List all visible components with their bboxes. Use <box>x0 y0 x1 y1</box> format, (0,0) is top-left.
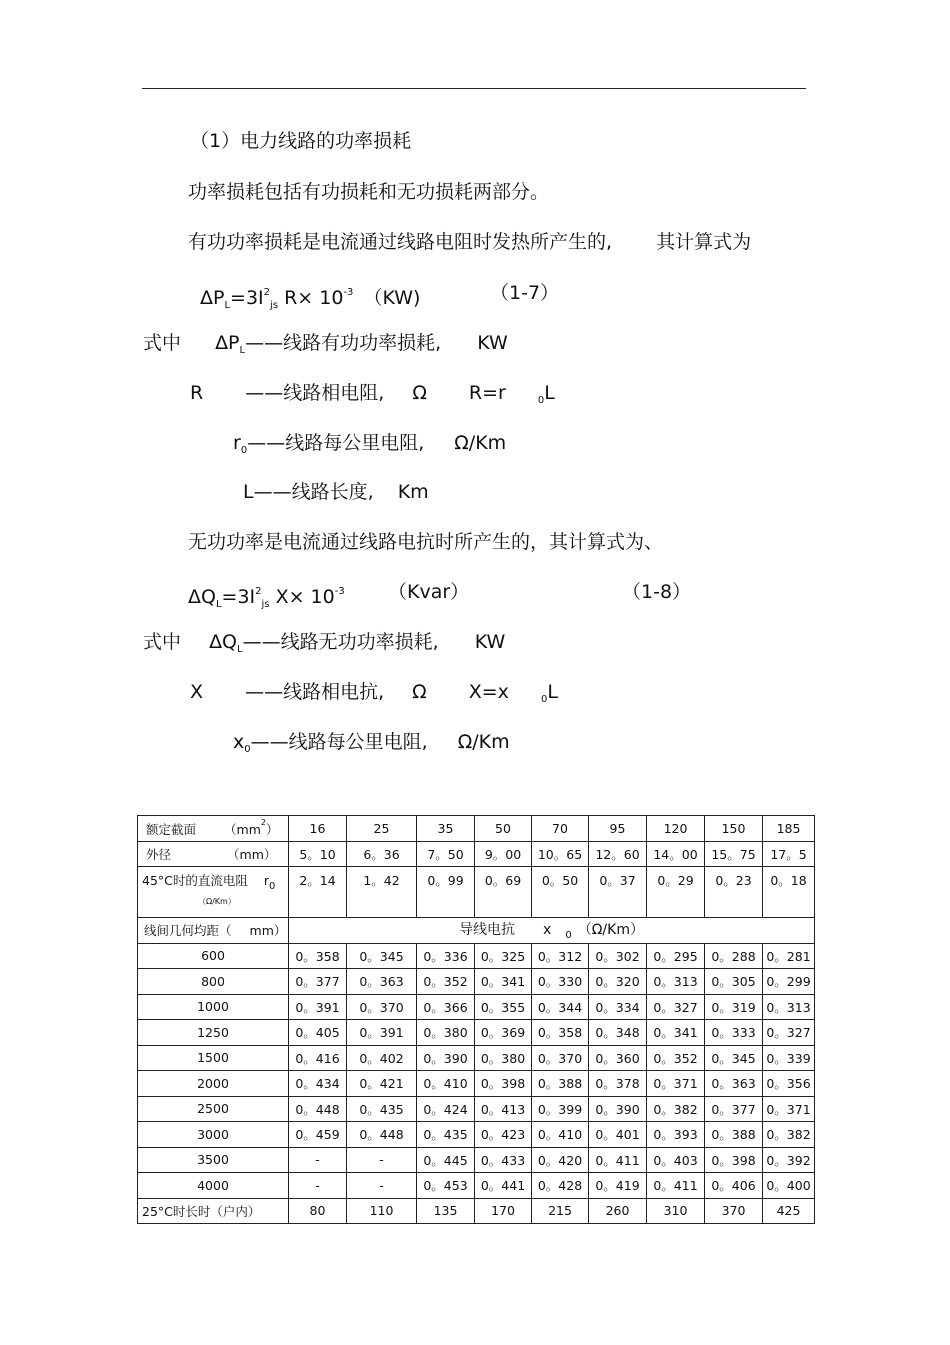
table-cell: 0。382 <box>763 1122 815 1148</box>
table-cell: 110 <box>347 1198 417 1224</box>
table-cell: 170 <box>475 1198 532 1224</box>
table-cell: 0。358 <box>289 943 347 969</box>
reactance-span-header <box>289 918 815 944</box>
table-cell: 0。319 <box>705 994 763 1020</box>
table-cell: 17。5 <box>763 841 815 867</box>
label-unit-superscript: 2 <box>260 818 266 828</box>
definition-subscript: 0 <box>240 445 248 456</box>
table-cell: 0。341 <box>647 1020 705 1046</box>
table-cell: 0。325 <box>475 943 532 969</box>
table-row <box>138 1071 815 1097</box>
table-cell: 0。428 <box>532 1173 589 1199</box>
formula-unit: （Kvar） <box>388 581 470 603</box>
definition-text: ——线路每公里电阻, <box>250 731 428 753</box>
table-cell: 15。75 <box>705 841 763 867</box>
label-symbol: r <box>263 873 270 888</box>
label-unit: （Ω/Km） <box>198 897 236 906</box>
table-cell: - <box>347 1147 417 1173</box>
table-cell: 0。330 <box>532 969 589 995</box>
table-cell: 0。363 <box>347 969 417 995</box>
table-row <box>138 969 815 995</box>
table-cell: 0。29 <box>647 867 705 918</box>
table-cell: 70 <box>532 816 589 842</box>
table-cell: 0。393 <box>647 1122 705 1148</box>
formula-1-7 <box>200 281 560 318</box>
table-cell: 0。288 <box>705 943 763 969</box>
table-cell: 0。305 <box>705 969 763 995</box>
spacing-cell: 2500 <box>138 1096 289 1122</box>
table-cell: 0。366 <box>417 994 475 1020</box>
table-row <box>138 943 815 969</box>
table-cell: 0。398 <box>705 1147 763 1173</box>
table-cell: 0。299 <box>763 969 815 995</box>
table-cell: 0。341 <box>475 969 532 995</box>
table-cell: 0。445 <box>417 1147 475 1173</box>
formula-subscript: L <box>215 599 222 610</box>
definition-unit: Ω <box>412 681 427 703</box>
table-cell: 0。377 <box>289 969 347 995</box>
table-cell: 135 <box>417 1198 475 1224</box>
table-cell: 7。50 <box>417 841 475 867</box>
definition-symbol: ΔP <box>215 332 240 354</box>
row-dc-resistance <box>138 867 815 918</box>
table-cell: 0。37 <box>589 867 647 918</box>
table-cell: 0。345 <box>347 943 417 969</box>
table-cell: 0。377 <box>705 1096 763 1122</box>
row-label <box>138 816 289 842</box>
paragraph-reactive-loss: 无功功率是电流通过线路电抗时所产生的，其计算式为、 <box>188 531 664 553</box>
table-cell: 50 <box>475 816 532 842</box>
table-cell: 0。352 <box>647 1045 705 1071</box>
table-cell: 0。420 <box>532 1147 589 1173</box>
table-cell: 0。405 <box>289 1020 347 1046</box>
table-cell: 0。448 <box>347 1122 417 1148</box>
paragraph-intro: 功率损耗包括有功损耗和无功损耗两部分。 <box>188 181 550 203</box>
formula-text: R× 10 <box>278 287 344 309</box>
spacing-cell: 1000 <box>138 994 289 1020</box>
formula-1-8 <box>188 580 692 617</box>
spacing-cell: 600 <box>138 943 289 969</box>
table-cell: 0。378 <box>589 1071 647 1097</box>
label-unit: mm） <box>249 923 287 939</box>
formula-text: =3I <box>221 586 256 608</box>
definition-symbol: x <box>233 731 245 753</box>
table-cell: 0。23 <box>705 867 763 918</box>
formula-superscript: 2 <box>255 586 262 597</box>
row-spacing-header <box>138 918 815 944</box>
table-cell: 35 <box>417 816 475 842</box>
table-row <box>138 1122 815 1148</box>
table-cell: 0。421 <box>347 1071 417 1097</box>
table-cell: 0。435 <box>417 1122 475 1148</box>
definition-subscript: 0 <box>537 395 545 406</box>
formula-subscript: js <box>261 599 270 610</box>
row-carrying-capacity <box>138 1198 815 1224</box>
label-unit: （mm <box>224 822 261 838</box>
row-outer-diameter <box>138 841 815 867</box>
table-cell: 0。382 <box>647 1096 705 1122</box>
conductor-parameter-table <box>137 815 815 1224</box>
table-cell: 0。459 <box>289 1122 347 1148</box>
table-cell: 95 <box>589 816 647 842</box>
table-cell: - <box>289 1147 347 1173</box>
definition-lead: 式中 <box>143 631 182 653</box>
table-cell: 120 <box>647 816 705 842</box>
label-text: 45°C时的直流电阻 <box>142 873 248 888</box>
formula-text: =3I <box>230 287 264 309</box>
table-cell: 2。14 <box>289 867 347 918</box>
definition-delta-ql <box>143 630 505 662</box>
definition-x0 <box>233 730 510 762</box>
table-cell: 0。448 <box>289 1096 347 1122</box>
table-cell: 25 <box>347 816 417 842</box>
table-cell: 0。339 <box>763 1045 815 1071</box>
table-cell: 0。424 <box>417 1096 475 1122</box>
label-subscript: 0 <box>269 881 276 892</box>
table-cell: 260 <box>589 1198 647 1224</box>
table-cell: 0。413 <box>475 1096 532 1122</box>
table-cell: 425 <box>763 1198 815 1224</box>
table-cell: 0。313 <box>763 994 815 1020</box>
row-label <box>138 841 289 867</box>
table-cell: 0。392 <box>763 1147 815 1173</box>
table-cell: 0。352 <box>417 969 475 995</box>
table-cell: 0。380 <box>417 1020 475 1046</box>
definition-unit: KW <box>474 631 506 653</box>
definition-x <box>190 680 558 712</box>
table-cell: 0。344 <box>532 994 589 1020</box>
table-cell: 0。360 <box>589 1045 647 1071</box>
table-cell: 0。401 <box>589 1122 647 1148</box>
definition-r0 <box>233 431 506 463</box>
table-cell: 0。371 <box>647 1071 705 1097</box>
definition-symbol: X <box>190 681 204 703</box>
table-cell: 0。327 <box>647 994 705 1020</box>
spacing-cell: 2000 <box>138 1071 289 1097</box>
formula-symbol: ΔP <box>200 287 225 309</box>
table-cell: 0。370 <box>347 994 417 1020</box>
table-cell: 0。371 <box>763 1096 815 1122</box>
table-cell: 0。399 <box>532 1096 589 1122</box>
table-cell: 0。380 <box>475 1045 532 1071</box>
table-cell: 310 <box>647 1198 705 1224</box>
row-rated-section <box>138 816 815 842</box>
table-cell: 0。390 <box>417 1045 475 1071</box>
definition-unit: Ω/Km <box>454 432 507 454</box>
table-cell: 0。18 <box>763 867 815 918</box>
table-cell: 0。50 <box>532 867 589 918</box>
table-cell: 0。336 <box>417 943 475 969</box>
table-cell: 0。99 <box>417 867 475 918</box>
table-cell: 1。42 <box>347 867 417 918</box>
table-cell: 215 <box>532 1198 589 1224</box>
table-cell: - <box>347 1173 417 1199</box>
table-row <box>138 1147 815 1173</box>
formula-superscript: 2 <box>263 287 271 298</box>
table-cell: 0。416 <box>289 1045 347 1071</box>
table-cell: 5。10 <box>289 841 347 867</box>
table-cell: 0。313 <box>647 969 705 995</box>
definition-unit: KW <box>477 332 508 354</box>
spacing-cell: 800 <box>138 969 289 995</box>
spacing-cell: 4000 <box>138 1173 289 1199</box>
table-cell: 0。334 <box>589 994 647 1020</box>
header-rule <box>142 88 806 89</box>
formula-unit: （KW) <box>363 287 421 309</box>
table-cell: 0。390 <box>589 1096 647 1122</box>
row-label: 25°C时长时（户内） <box>138 1198 289 1224</box>
table-cell: 0。391 <box>347 1020 417 1046</box>
formula-exponent: -3 <box>334 586 345 597</box>
definition-subscript: 0 <box>244 744 251 755</box>
span-title: 导线电抗 <box>459 922 516 939</box>
span-subscript: 0 <box>565 930 572 942</box>
definition-subscript: 0 <box>540 694 548 705</box>
definition-unit: Ω <box>412 382 427 404</box>
table-cell: 0。369 <box>475 1020 532 1046</box>
table-cell: 0。333 <box>705 1020 763 1046</box>
table-cell: 0。398 <box>475 1071 532 1097</box>
table-cell: 80 <box>289 1198 347 1224</box>
span-unit: （Ω/Km） <box>577 922 644 939</box>
definition-subscript: L <box>237 644 243 655</box>
definition-subscript: L <box>239 345 246 356</box>
table-cell: 0。320 <box>589 969 647 995</box>
definition-symbol: R <box>190 382 204 404</box>
definition-lead: 式中 <box>143 332 182 354</box>
table-row <box>138 994 815 1020</box>
definition-equation: R=r <box>468 382 506 404</box>
definition-equation: X=x <box>468 681 509 703</box>
table-cell: 9。00 <box>475 841 532 867</box>
table-cell: 0。348 <box>589 1020 647 1046</box>
table-cell: 0。69 <box>475 867 532 918</box>
table-cell: 6。36 <box>347 841 417 867</box>
table-cell: 0。363 <box>705 1071 763 1097</box>
definition-unit: Km <box>397 481 429 503</box>
formula-text: X× 10 <box>269 586 335 608</box>
table-cell: 0。411 <box>589 1147 647 1173</box>
table-cell: 0。402 <box>347 1045 417 1071</box>
table-cell: 0。410 <box>417 1071 475 1097</box>
table-cell: 0。411 <box>647 1173 705 1199</box>
definition-text: L——线路长度, <box>243 481 374 503</box>
definition-equation: L <box>544 382 555 404</box>
table-cell: 0。406 <box>705 1173 763 1199</box>
table-cell: 0。441 <box>475 1173 532 1199</box>
table-cell: 0。370 <box>532 1045 589 1071</box>
table-cell: 0。453 <box>417 1173 475 1199</box>
definition-unit: Ω/Km <box>457 731 510 753</box>
table-cell: 0。295 <box>647 943 705 969</box>
definition-r <box>190 381 555 413</box>
definition-text: ——线路有功功率损耗, <box>245 332 442 354</box>
formula-symbol: ΔQ <box>188 586 216 608</box>
row-label <box>138 867 289 918</box>
definition-symbol: ΔQ <box>209 631 238 653</box>
table-cell: 0。356 <box>763 1071 815 1097</box>
formula-subscript: L <box>224 300 231 311</box>
formula-subscript: js <box>270 300 279 311</box>
formula-exponent: -3 <box>343 287 354 298</box>
table-cell: 14。00 <box>647 841 705 867</box>
table-cell: 0。423 <box>475 1122 532 1148</box>
spacing-cell: 1500 <box>138 1045 289 1071</box>
table-cell: 0。312 <box>532 943 589 969</box>
table-cell: 0。388 <box>705 1122 763 1148</box>
table-cell: 0。281 <box>763 943 815 969</box>
table-cell: 0。410 <box>532 1122 589 1148</box>
table-row <box>138 1096 815 1122</box>
definition-text: ——线路相电抗, <box>245 681 385 703</box>
table-cell: 0。433 <box>475 1147 532 1173</box>
table-cell: 0。327 <box>763 1020 815 1046</box>
formula-number: （1-7） <box>490 282 560 304</box>
table-cell: 0。388 <box>532 1071 589 1097</box>
table-cell: 0。355 <box>475 994 532 1020</box>
spacing-cell: 3500 <box>138 1147 289 1173</box>
table-cell: 0。435 <box>347 1096 417 1122</box>
definition-symbol: r <box>233 432 241 454</box>
definition-l <box>243 480 429 504</box>
table-cell: 10。65 <box>532 841 589 867</box>
table-cell: 12。60 <box>589 841 647 867</box>
definition-delta-pl <box>143 331 508 363</box>
definition-text: ——线路相电阻, <box>245 382 385 404</box>
table-row <box>138 1020 815 1046</box>
table-cell: 0。345 <box>705 1045 763 1071</box>
table-cell: 0。358 <box>532 1020 589 1046</box>
label-text: 线间几何均距（ <box>144 923 232 939</box>
definition-equation: L <box>547 681 558 703</box>
table-cell: 0。434 <box>289 1071 347 1097</box>
label-unit-end: ） <box>265 822 279 838</box>
table-cell: 0。391 <box>289 994 347 1020</box>
definition-text: ——线路每公里电阻, <box>247 432 425 454</box>
table-row <box>138 1045 815 1071</box>
spacing-cell: 3000 <box>138 1122 289 1148</box>
paragraph-active-loss-tail: 其计算式为 <box>656 231 752 253</box>
span-symbol: x <box>543 922 552 939</box>
table-cell: 0。403 <box>647 1147 705 1173</box>
table-cell: 150 <box>705 816 763 842</box>
table-cell: 16 <box>289 816 347 842</box>
label-unit: （mm） <box>227 846 277 862</box>
label-text: 外径 <box>146 846 172 862</box>
definition-text: ——线路无功功率损耗, <box>242 631 439 653</box>
table-cell: 0。400 <box>763 1173 815 1199</box>
section-heading: （1）电力线路的功率损耗 <box>190 130 412 152</box>
formula-number: （1-8） <box>622 581 692 603</box>
table-row <box>138 1173 815 1199</box>
table-cell: 0。419 <box>589 1173 647 1199</box>
paragraph-active-loss-text: 有功功率损耗是电流通过线路电阻时发热所产生的, <box>188 231 613 253</box>
row-label <box>138 918 289 944</box>
spacing-cell: 1250 <box>138 1020 289 1046</box>
table-cell: 0。302 <box>589 943 647 969</box>
paragraph-active-loss <box>188 230 751 254</box>
table-cell: 185 <box>763 816 815 842</box>
label-text: 额定截面 <box>146 822 197 838</box>
table-cell: - <box>289 1173 347 1199</box>
table-cell: 370 <box>705 1198 763 1224</box>
